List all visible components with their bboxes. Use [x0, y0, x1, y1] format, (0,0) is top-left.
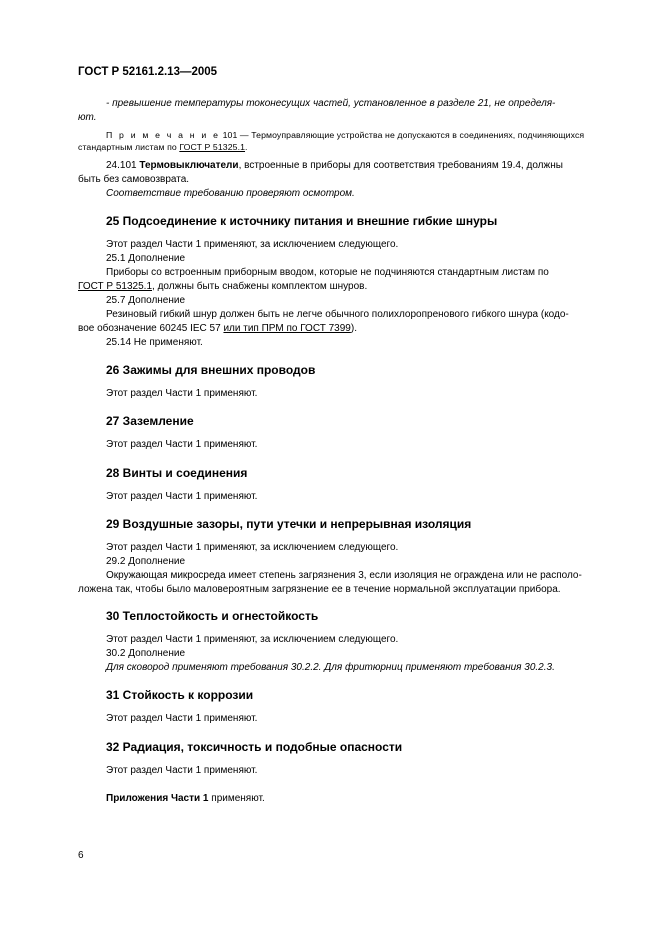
s30-line-2: 30.2 Дополнение — [106, 648, 186, 659]
s30-line-3: Для сковород применяют требования 30.2.2. Для фритюрниц применяют требования 30.2.3. — [106, 662, 555, 673]
intro-line-2: ют. — [78, 112, 97, 123]
s32-line-1: Этот раздел Части 1 применяют. — [106, 765, 258, 776]
section-29-heading: 29 Воздушные зазоры, пути утечки и непрерывная изоляция — [106, 517, 472, 531]
s27-line-1: Этот раздел Части 1 применяют. — [106, 439, 258, 450]
section-27-heading: 27 Заземление — [106, 414, 194, 428]
section-30-heading: 30 Теплостойкость и огнестойкость — [106, 609, 319, 623]
s30-line-1: Этот раздел Части 1 применяют, за исключением следующего. — [106, 634, 399, 645]
section-26-heading: 26 Зажимы для внешних проводов — [106, 363, 316, 377]
clause-24-101-line-2: быть без самовозврата. — [78, 174, 190, 185]
s25-line-8: 25.14 Не применяют. — [106, 337, 203, 348]
section-25-heading: 25 Подсоединение к источнику питания и внешние гибкие шнуры — [106, 214, 498, 228]
s29-line-4: ложена так, чтобы было маловероятным загрязнение ее в течение нормальной эксплуатации прибора. — [78, 584, 561, 595]
s25-line-4 — [78, 280, 616, 293]
clause-text: , встроенные в приборы для соответствия требованиям 19.4, должны — [238, 160, 563, 171]
note-text-2: стандартным листам по — [78, 142, 180, 152]
section-28-heading: 28 Винты и соединения — [106, 466, 248, 480]
annex-label: Приложения Части 1 — [106, 793, 209, 804]
clause-24-101-check: Соответствие требованию проверяют осмотром. — [106, 188, 355, 199]
note-text-1: 101 — Термоуправляющие устройства не допускаются в соединениях, подчиняющихся — [222, 130, 585, 140]
note-link[interactable]: ГОСТ Р 51325.1 — [179, 142, 246, 152]
clause-term: Термовыключатели — [139, 160, 239, 171]
s25-line-5: 25.7 Дополнение — [106, 295, 186, 306]
s25-link-gost[interactable]: ГОСТ Р 51325.1 — [78, 281, 153, 292]
section-32-heading: 32 Радиация, токсичность и подобные опасности — [106, 740, 403, 754]
s25-link-gost-7399[interactable]: или тип ПРМ по ГОСТ 7399 — [223, 323, 351, 334]
s25-line-7-end: ). — [350, 323, 357, 334]
intro-line-1: - превышение температуры токонесущих частей, установленное в разделе 21, не определя- — [106, 98, 556, 109]
section-31-heading: 31 Стойкость к коррозии — [106, 688, 254, 702]
s28-line-1: Этот раздел Части 1 применяют. — [106, 491, 258, 502]
s31-line-1: Этот раздел Части 1 применяют. — [106, 713, 258, 724]
note-text-2-end: . — [245, 142, 248, 152]
s26-line-1: Этот раздел Части 1 применяют. — [106, 388, 258, 399]
s25-line-1: Этот раздел Части 1 применяют, за исключением следующего. — [106, 239, 399, 250]
note-label: П р и м е ч а н и е — [106, 130, 221, 140]
s25-line-7-text: вое обозначение 60245 IEC 57 — [78, 323, 224, 334]
s29-line-3: Окружающая микросреда имеет степень загрязнения 3, если изоляция не ограждена или не располо- — [106, 570, 582, 581]
s29-line-1: Этот раздел Части 1 применяют, за исключением следующего. — [106, 542, 399, 553]
s25-line-2: 25.1 Дополнение — [106, 253, 186, 264]
s25-line-4-text: , должны быть снабжены комплектом шнуров. — [152, 281, 368, 292]
s25-line-3: Приборы со встроенным приборным вводом, которые не подчиняются стандартным листам по — [106, 267, 549, 278]
s25-line-7 — [78, 322, 616, 335]
s25-line-6: Резиновый гибкий шнур должен быть не легче обычного полихлоропренового гибкого шнура (кодо- — [106, 309, 569, 320]
page-number: 6 — [78, 850, 84, 861]
s29-line-2: 29.2 Дополнение — [106, 556, 186, 567]
clause-24-101 — [106, 159, 616, 172]
annex-text: применяют. — [208, 793, 265, 804]
note-line-2 — [78, 141, 616, 154]
clause-number: 24.101 — [106, 160, 140, 171]
document-header: ГОСТ Р 52161.2.13—2005 — [78, 66, 218, 78]
annex-line — [106, 792, 616, 805]
